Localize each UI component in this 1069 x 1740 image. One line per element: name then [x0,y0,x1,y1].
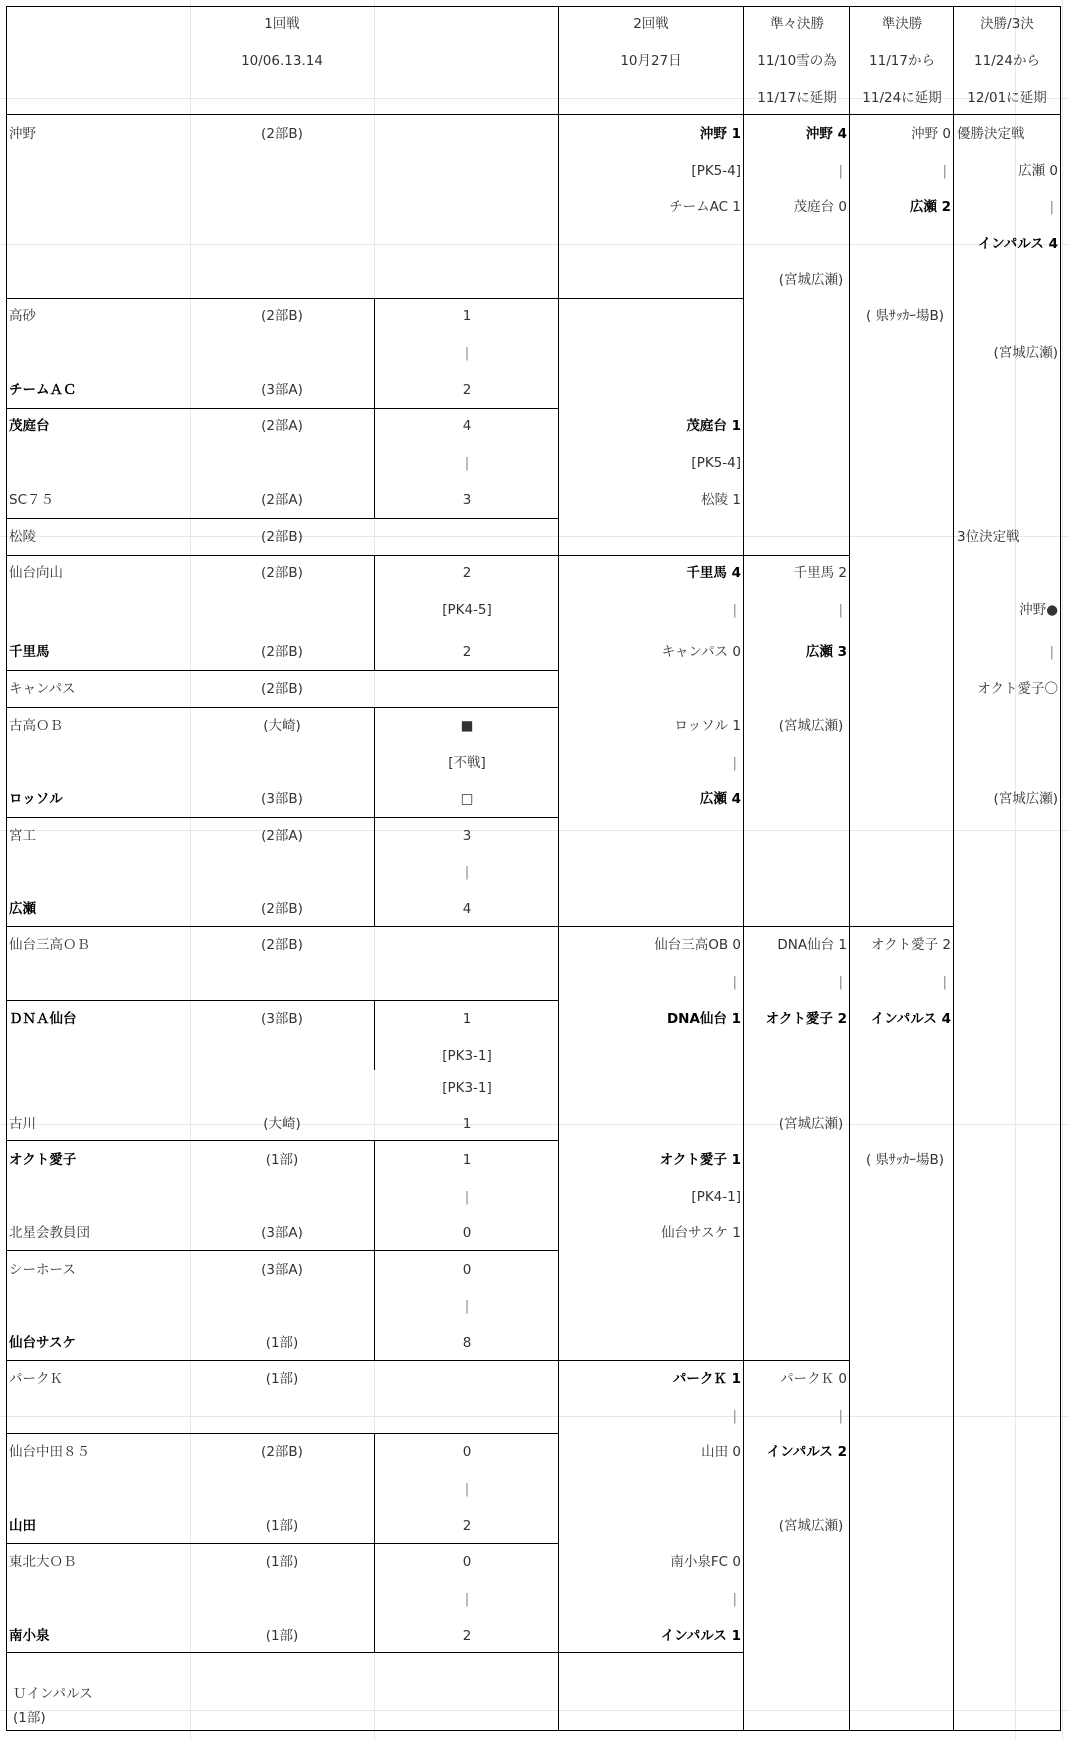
round2-separator: | [732,1591,737,1607]
sf-separator: | [942,163,947,179]
round1-score: 3 [462,492,472,508]
round2-date: 10月27日 [620,53,682,69]
round1-team: 沖野 [9,126,36,142]
round2-result: 仙台サスケ 1 [661,1225,741,1241]
qf-separator: | [838,602,843,618]
qf-separator: | [838,163,843,179]
round1-division: (2部B) [261,1444,303,1460]
round1-division: (大崎) [263,1116,301,1132]
sf-note-2: 11/24に延期 [862,90,942,106]
round1-division: (2部B) [261,565,303,581]
third-place-heading: 3位決定戦 [957,529,1020,545]
qf-title: 準々決勝 [770,16,824,32]
round1-score: □ [460,791,474,807]
round2-result: DNA仙台 1 [666,1011,741,1027]
round1-team: 北星会教員団 [9,1225,90,1241]
round1-division: (1部) [265,1335,299,1351]
round2-result: オクト愛子 1 [659,1152,741,1168]
round1-division: (3部B) [261,791,303,807]
sf-result: 広瀬 2 [909,199,951,215]
round1-team: 古高ＯＢ [9,718,63,734]
round2-result: 松陵 1 [701,492,741,508]
qf-note-2: 11/17に延期 [757,90,837,106]
qf-result: オクト愛子 2 [765,1011,847,1027]
qf-result: 沖野 4 [805,126,847,142]
round2-pk-note: [PK4-1] [691,1189,741,1205]
round1-division: (2部A) [261,418,303,434]
qf-venue: (宮城広瀬) [778,718,844,734]
round1-pk-note: [PK4-5] [442,602,492,618]
round2-result: 広瀬 4 [699,791,741,807]
round1-team: 仙台サスケ [9,1335,76,1351]
round1-division: (2部B) [261,937,303,953]
final-result: オクト愛子〇 [977,681,1058,697]
round1-score: 4 [462,418,472,434]
round2-result: キャンパス 0 [661,644,741,660]
round2-result: ロッソル 1 [674,718,741,734]
round1-score: 0 [462,1444,472,1460]
round1-score: 1 [462,308,472,324]
final-result: 沖野● [1019,602,1058,618]
round2-result: 南小泉FC 0 [670,1554,741,1570]
round1-division: (3部B) [261,1011,303,1027]
final-venue: (宮城広瀬) [993,791,1058,807]
round1-separator: | [464,1591,470,1607]
final-separator: | [1049,199,1054,215]
sf-title: 準決勝 [881,16,923,32]
round1-team: 千里馬 [9,644,50,660]
round2-result: 千里馬 4 [686,565,741,581]
sf-result: 沖野 0 [911,126,951,142]
round2-result: 茂庭台 1 [686,418,741,434]
round1-division: (2部A) [261,492,303,508]
round1-score: 4 [462,901,472,917]
round1-team: 仙台中田８５ [9,1444,90,1460]
round2-separator: | [732,974,737,990]
round1-separator: | [464,1189,470,1205]
round1-team: 古川 [9,1116,36,1132]
round1-division: (2部B) [261,901,303,917]
round1-pk-note: [PK3-1] [442,1048,492,1064]
qf-result: パークＫ 0 [780,1371,847,1387]
round1-pk-note: [PK3-1] [442,1080,492,1096]
round1-division: (2部B) [261,308,303,324]
qf-result: インパルス 2 [766,1444,847,1460]
round1-team: Ｕインパルス [13,1686,93,1702]
round1-forfeit-note: [不戦] [448,755,486,771]
round1-division: (2部B) [261,681,303,697]
round1-date: 10/06.13.14 [241,53,323,69]
round2-title: 2回戦 [633,16,669,32]
sf-venue: ( 県ｻｯｶｰ場B) [865,308,945,324]
round2-separator: | [732,1408,737,1424]
round1-separator: | [464,345,470,361]
round1-team: 東北大ＯＢ [9,1554,77,1570]
qf-venue: (宮城広瀬) [778,1518,844,1534]
round2-result: 仙台三高OB 0 [654,937,741,953]
round1-title: 1回戦 [264,16,300,32]
round1-team: ロッソル [9,791,63,807]
final-result: 広瀬 0 [1018,163,1058,179]
qf-separator: | [838,974,843,990]
round1-division: (3部A) [261,1225,303,1241]
round1-separator: | [464,1298,470,1314]
sf-note-1: 11/17から [869,53,935,69]
qf-result: 広瀬 3 [805,644,847,660]
round1-score: 2 [462,565,472,581]
round1-team: ＤＮＡ仙台 [9,1011,77,1027]
round1-team: 茂庭台 [9,418,50,434]
final-note-2: 12/01に延期 [967,90,1047,106]
round1-team: 南小泉 [9,1628,50,1644]
round1-division: (3部A) [261,1262,303,1278]
round1-score: 2 [462,382,472,398]
round1-score: 0 [462,1225,472,1241]
round1-score: 1 [462,1152,472,1168]
round2-result: 山田 0 [701,1444,741,1460]
round1-team: 仙台向山 [9,565,63,581]
round1-team: オクト愛子 [9,1152,77,1168]
round1-separator: | [464,864,470,880]
round1-score: 0 [462,1262,472,1278]
round1-score: 2 [462,1518,472,1534]
sf-separator: | [942,974,947,990]
final-venue: (宮城広瀬) [993,345,1058,361]
round2-separator: | [732,602,737,618]
qf-result: DNA仙台 1 [777,937,847,953]
round1-score: 0 [462,1554,472,1570]
final-separator: | [1049,644,1054,660]
round1-score: ■ [460,718,474,734]
round1-score: 2 [462,644,472,660]
final-heading: 優勝決定戦 [957,126,1025,142]
round1-team: チームＡＣ [9,382,77,398]
round1-division: (2部B) [261,126,303,142]
qf-note-1: 11/10雪の為 [757,53,837,69]
round1-division: (3部A) [261,382,303,398]
round1-team: 松陵 [9,529,36,545]
round1-score: 2 [462,1628,472,1644]
round1-division: (1部) [265,1554,299,1570]
qf-result: 千里馬 2 [793,565,847,581]
qf-separator: | [838,1408,843,1424]
round2-pk-note: [PK5-4] [691,163,741,179]
round2-result: インパルス 1 [660,1628,741,1644]
round1-division: (1部) [265,1152,299,1168]
round1-division: (1部) [265,1628,299,1644]
round1-team: パークＫ [9,1371,63,1387]
qf-result: 茂庭台 0 [793,199,847,215]
round1-team: 広瀬 [9,901,36,917]
round1-team: 宮工 [9,828,36,844]
round1-division: (1部) [265,1518,299,1534]
round1-division: (1部) [265,1371,299,1387]
round2-pk-note: [PK5-4] [691,455,741,471]
round1-separator: | [464,1481,470,1497]
sf-venue: ( 県ｻｯｶｰ場B) [865,1152,945,1168]
round1-division: (2部A) [261,828,303,844]
round1-team: キャンパス [9,681,76,697]
round1-division: (大崎) [263,718,301,734]
round1-team: 高砂 [9,308,36,324]
round1-score: 8 [462,1335,472,1351]
sf-result: インパルス 4 [870,1011,951,1027]
qf-venue: (宮城広瀬) [778,272,844,288]
round1-score: 1 [462,1116,472,1132]
round2-result: パークＫ 1 [672,1371,741,1387]
final-note-1: 11/24から [974,53,1040,69]
round1-score: 3 [462,828,472,844]
round1-team: シーホース [9,1262,76,1278]
round1-score: 1 [462,1011,472,1027]
round1-team: 山田 [9,1518,36,1534]
qf-venue: (宮城広瀬) [778,1116,844,1132]
round1-team: SC７５ [9,492,54,508]
round1-separator: | [464,455,470,471]
round2-result: 沖野 1 [699,126,741,142]
round1-division: (1部) [13,1710,46,1726]
round2-result: チームAC 1 [669,199,741,215]
final-result: インパルス 4 [977,236,1058,252]
round1-division: (2部B) [261,644,303,660]
round1-team: 仙台三高ＯＢ [9,937,90,953]
round2-separator: | [732,755,737,771]
sf-result: オクト愛子 2 [870,937,951,953]
round1-division: (2部B) [261,529,303,545]
final-title: 決勝/3決 [980,16,1034,32]
